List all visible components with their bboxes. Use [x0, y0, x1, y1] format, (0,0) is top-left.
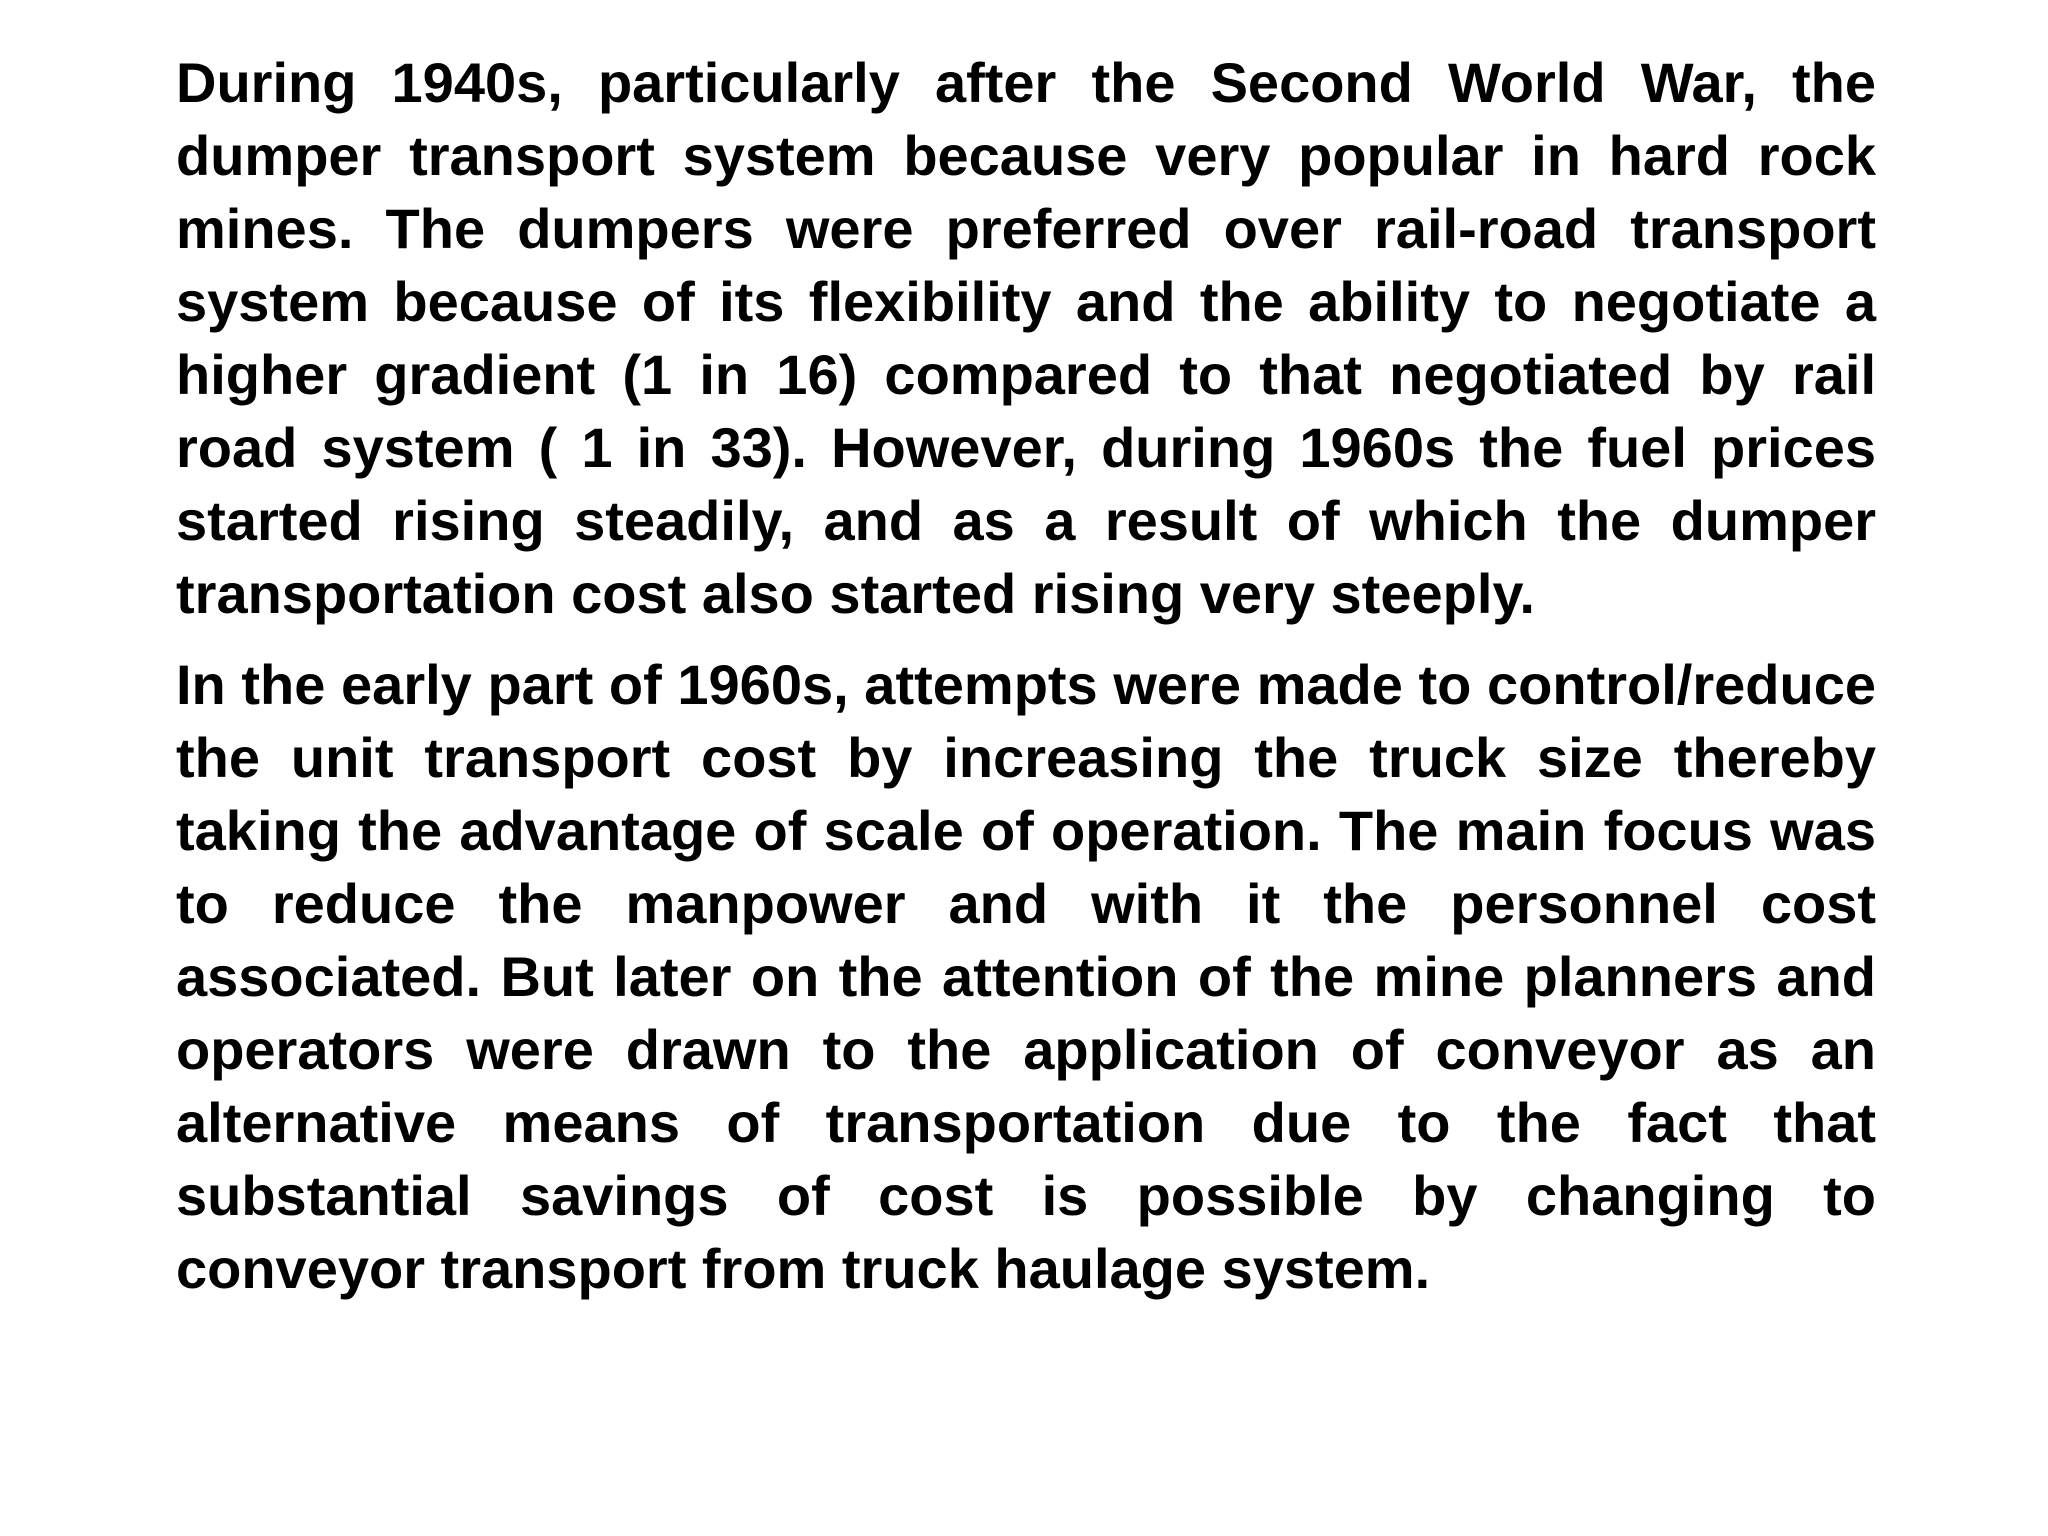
paragraph-dumper-transport: During 1940s, particularly after the Second World War, the dumper transport system because very popular in hard rock mines. The dumpers were preferred over rail-road transport system because of its flexibility and the ability to negotiate a higher gradient (1 in 16) compared to that negotiated by rail road system ( 1 in 33). However, during 1960s the fuel prices started rising steadily, and as a result of which the dumper transportation cost also started rising very steeply. — [176, 51, 1876, 625]
text-body — [176, 46, 1876, 1305]
paragraph-conveyor-transport: In the early part of 1960s, attempts were made to control/reduce the unit transport cost by increasing the truck size thereby taking the advantage of scale of operation. The main focus was to reduce the manpower and with it the personnel cost associated. But later on the attention of the mine planners and operators were drawn to the application of conveyor as an alternative means of transportation due to the fact that substantial savings of cost is possible by changing to conveyor transport from truck haulage system. — [176, 653, 1876, 1300]
